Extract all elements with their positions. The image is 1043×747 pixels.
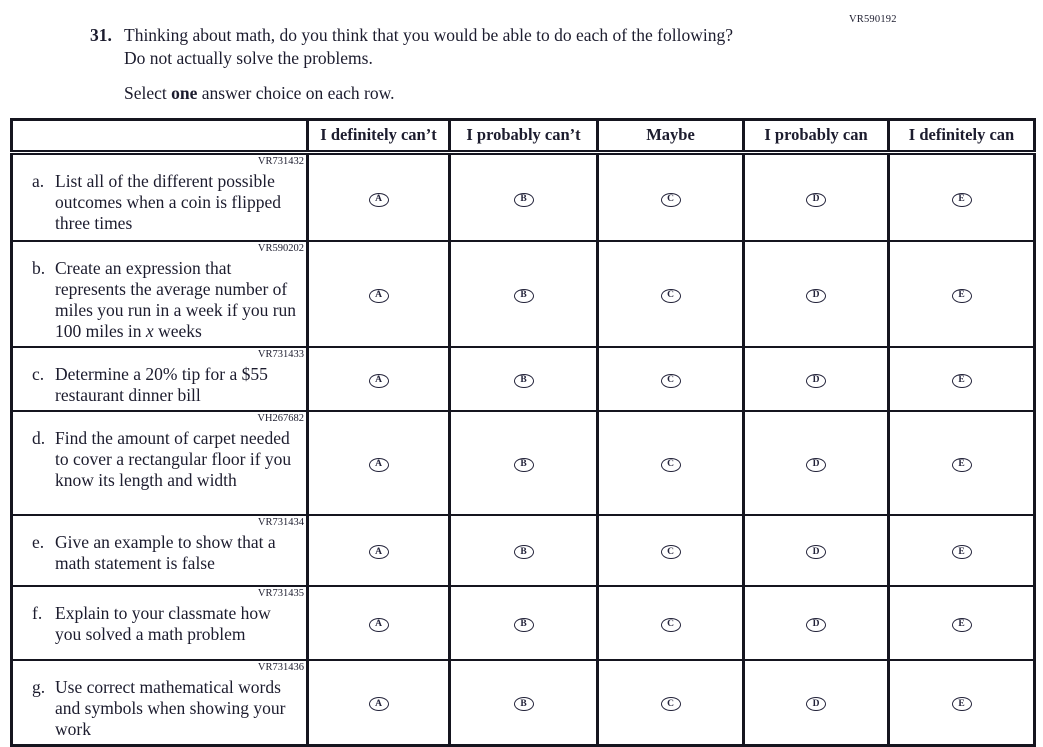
question-cell-a	[12, 153, 308, 241]
option-cell	[889, 347, 1035, 411]
answer-bubble-f-C[interactable]: C	[661, 618, 681, 632]
option-cell	[889, 660, 1035, 746]
answer-bubble-f-E[interactable]: E	[952, 618, 972, 632]
option-cell	[889, 515, 1035, 586]
option-cell	[744, 347, 889, 411]
answer-bubble-a-D[interactable]: D	[806, 193, 826, 207]
row-text-post: weeks	[153, 320, 202, 341]
question-number: 31.	[90, 25, 112, 45]
row-letter: e.	[32, 531, 45, 552]
question-cell-d	[12, 411, 308, 515]
row-code: VR590202	[257, 242, 304, 254]
row-text: List all of the different possible outcomes when a coin is flipped three times	[55, 171, 281, 233]
row-letter: d.	[32, 427, 46, 448]
option-cell	[889, 586, 1035, 660]
answer-bubble-c-C[interactable]: C	[661, 374, 681, 388]
option-cell	[744, 515, 889, 586]
option-cell	[450, 241, 598, 347]
answer-bubble-d-A[interactable]: A	[369, 458, 389, 472]
option-cell	[450, 660, 598, 746]
row-letter: a.	[32, 171, 45, 191]
question-line1: Thinking about math, do you think that you would be able to do each of the following?	[124, 25, 733, 45]
header-row	[12, 120, 1035, 153]
answer-bubble-b-B[interactable]: B	[514, 289, 534, 303]
answer-bubble-g-E[interactable]: E	[952, 697, 972, 711]
row-letter: b.	[32, 257, 46, 278]
row-text: Find the amount of carpet needed to cover a rectangular floor if you know its length and width	[55, 427, 292, 490]
answer-bubble-e-C[interactable]: C	[661, 545, 681, 559]
answer-bubble-f-B[interactable]: B	[514, 618, 534, 632]
instruction-post: answer choice on each row.	[197, 83, 395, 103]
table-row-c	[12, 347, 1035, 411]
row-code: VR731434	[257, 516, 304, 528]
column-header-definitely-can: I definitely can	[889, 120, 1035, 153]
row-letter: c.	[32, 363, 45, 384]
row-code: VR731432	[257, 156, 304, 167]
option-cell	[450, 411, 598, 515]
answer-bubble-a-A[interactable]: A	[369, 193, 389, 207]
answer-bubble-c-D[interactable]: D	[806, 374, 826, 388]
question-text	[124, 24, 870, 70]
answer-bubble-g-D[interactable]: D	[806, 697, 826, 711]
question-line2: Do not actually solve the problems.	[124, 48, 373, 68]
answer-bubble-d-B[interactable]: B	[514, 458, 534, 472]
answer-bubble-b-C[interactable]: C	[661, 289, 681, 303]
answer-bubble-b-D[interactable]: D	[806, 289, 826, 303]
option-cell	[308, 411, 450, 515]
option-cell	[598, 411, 744, 515]
question-cell-f	[12, 586, 308, 660]
table-row-d	[12, 411, 1035, 515]
row-code: VR731435	[257, 587, 304, 599]
question-block	[90, 24, 870, 104]
option-cell	[450, 347, 598, 411]
option-cell	[598, 515, 744, 586]
option-cell	[450, 515, 598, 586]
row-text	[55, 258, 300, 342]
option-cell	[744, 586, 889, 660]
answer-bubble-f-A[interactable]: A	[369, 618, 389, 632]
option-cell	[889, 411, 1035, 515]
row-text-pre: Create an expression that represents the average number of miles you run in a week if you run 100 miles in	[55, 257, 297, 341]
answer-bubble-e-A[interactable]: A	[369, 545, 389, 559]
instruction-text	[124, 83, 870, 104]
option-cell	[598, 153, 744, 241]
question-cell-g	[12, 660, 308, 746]
table-row-a	[12, 153, 1035, 241]
option-cell	[308, 515, 450, 586]
option-cell	[450, 153, 598, 241]
instruction-bold: one	[171, 83, 198, 103]
answer-bubble-c-E[interactable]: E	[952, 374, 972, 388]
option-cell	[308, 660, 450, 746]
instruction-pre: Select	[124, 83, 172, 103]
answer-bubble-c-B[interactable]: B	[514, 374, 534, 388]
row-code: VH267682	[257, 412, 304, 424]
corner-cell	[12, 120, 308, 153]
answer-bubble-g-C[interactable]: C	[661, 697, 681, 711]
form-code: VR590192	[849, 14, 897, 25]
table-row-f	[12, 586, 1035, 660]
option-cell	[450, 586, 598, 660]
answer-bubble-f-D[interactable]: D	[806, 618, 826, 632]
answer-bubble-b-E[interactable]: E	[952, 289, 972, 303]
column-header-maybe: Maybe	[598, 120, 744, 153]
row-text: Determine a 20% tip for a $55 restaurant dinner bill	[55, 363, 268, 405]
row-text: Use correct mathematical words and symbols when showing your work	[55, 676, 286, 739]
option-cell	[308, 153, 450, 241]
answer-bubble-d-E[interactable]: E	[952, 458, 972, 472]
row-code: VR731436	[257, 661, 304, 673]
answer-grid	[10, 118, 1036, 747]
answer-bubble-a-C[interactable]: C	[661, 193, 681, 207]
option-cell	[308, 586, 450, 660]
column-header-probably-cant: I probably can’t	[450, 120, 598, 153]
row-letter: f.	[32, 602, 43, 623]
option-cell	[744, 660, 889, 746]
option-cell	[889, 241, 1035, 347]
option-cell	[744, 411, 889, 515]
question-cell-c	[12, 347, 308, 411]
column-header-probably-can: I probably can	[744, 120, 889, 153]
option-cell	[598, 660, 744, 746]
answer-bubble-e-B[interactable]: B	[514, 545, 534, 559]
option-cell	[598, 241, 744, 347]
row-text: Explain to your classmate how you solved a math problem	[55, 602, 271, 644]
question-cell-b	[12, 241, 308, 347]
answer-bubble-g-B[interactable]: B	[514, 697, 534, 711]
answer-bubble-c-A[interactable]: A	[369, 374, 389, 388]
column-header-definitely-cant: I definitely can’t	[308, 120, 450, 153]
option-cell	[744, 153, 889, 241]
row-text-italic: x	[145, 320, 154, 341]
answer-bubble-e-E[interactable]: E	[952, 545, 972, 559]
option-cell	[598, 586, 744, 660]
question-cell-e	[12, 515, 308, 586]
answer-bubble-b-A[interactable]: A	[369, 289, 389, 303]
table-row-g	[12, 660, 1035, 746]
answer-bubble-d-C[interactable]: C	[661, 458, 681, 472]
answer-bubble-a-B[interactable]: B	[514, 193, 534, 207]
option-cell	[598, 347, 744, 411]
row-letter: g.	[32, 676, 46, 697]
table-row-b	[12, 241, 1035, 347]
option-cell	[889, 153, 1035, 241]
option-cell	[308, 241, 450, 347]
table-row-e	[12, 515, 1035, 586]
option-cell	[308, 347, 450, 411]
row-code: VR731433	[257, 348, 304, 360]
row-text: Give an example to show that a math statement is false	[55, 531, 276, 573]
answer-bubble-g-A[interactable]: A	[369, 697, 389, 711]
answer-bubble-e-D[interactable]: D	[806, 545, 826, 559]
option-cell	[744, 241, 889, 347]
answer-bubble-d-D[interactable]: D	[806, 458, 826, 472]
answer-bubble-a-E[interactable]: E	[952, 193, 972, 207]
